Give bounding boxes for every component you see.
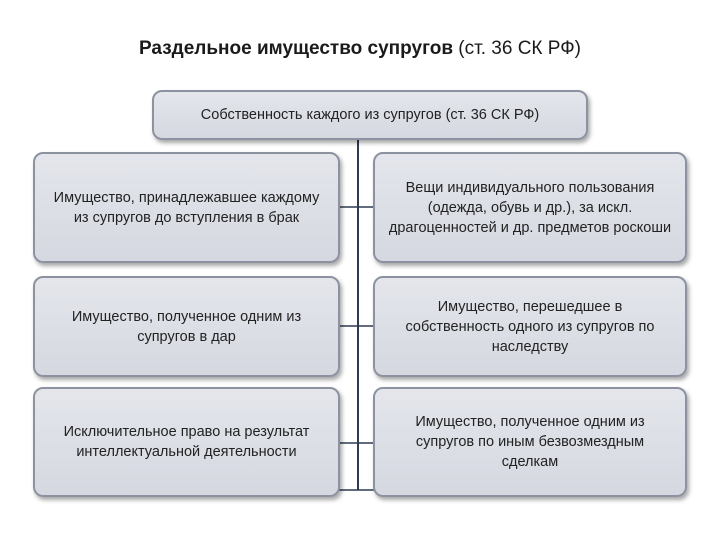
root-node-label: Собственность каждого из супругов (ст. 36 СК РФ) [200,107,540,123]
node-gift-property [33,276,340,377]
title-reference: (ст. 36 СК РФ) [453,38,582,59]
node-label: Имущество, принадлежавшее каждому из супругов до вступления в брак [53,189,320,226]
node-label: Исключительное право на результат интеллектуальной деятельности [63,424,310,460]
node-label: Имущество, полученное одним из супругов в дар [71,308,302,345]
node-label: Имущество, полученное одним из супругов по иным безвозмездным сделкам [415,414,645,470]
node-intellectual-right [33,387,340,497]
node-personal-items [373,152,687,263]
node-label: Имущество, перешедшее в собственность одного из супругов по наследству [405,298,655,355]
node-gratuitous-deals [373,387,687,497]
root-node [152,90,588,140]
node-label: Вещи индивидуального пользования (одежда, обувь и др.), за искл. драгоценностей и др. предметов роскоши [388,179,672,236]
title-main: Раздельное имущество супругов [138,38,454,59]
node-premarital-property [33,152,340,263]
node-inherited-property [373,276,687,377]
